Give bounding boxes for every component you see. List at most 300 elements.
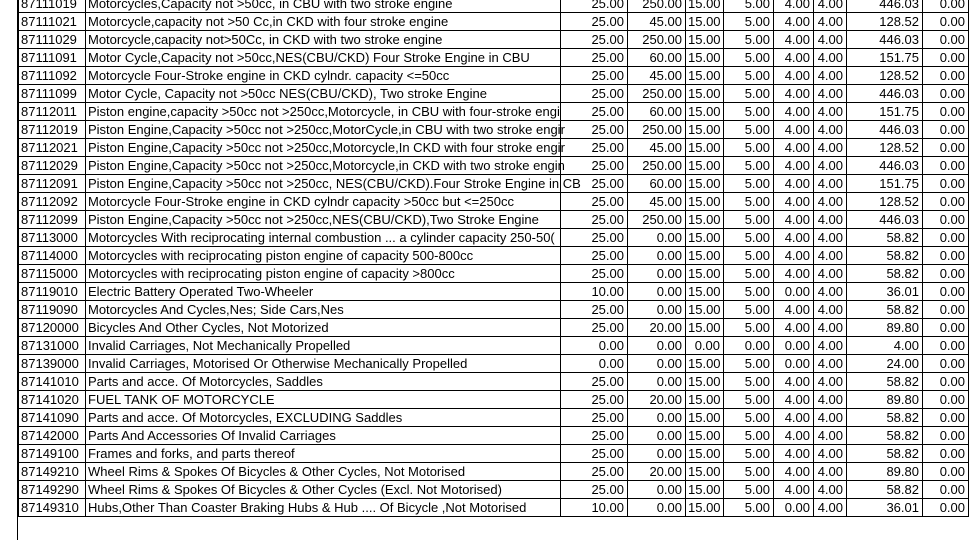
table-row bbox=[19, 427, 969, 445]
value-cell: 45.00 bbox=[628, 67, 686, 85]
table-row bbox=[19, 481, 969, 499]
rate-cell: 0.00 bbox=[774, 355, 814, 373]
table-row bbox=[19, 319, 969, 337]
description-cell: Electric Battery Operated Two-Wheeler bbox=[86, 283, 561, 301]
rate-cell: 0.00 bbox=[923, 0, 969, 13]
description-cell: Piston Engine,Capacity >50cc not >250cc,Motorcycle,In CKD with four stroke engir bbox=[86, 139, 561, 157]
rate-cell: 15.00 bbox=[686, 103, 724, 121]
rate-cell: 4.00 bbox=[814, 265, 847, 283]
rate-cell: 4.00 bbox=[814, 121, 847, 139]
rate-cell: 25.00 bbox=[561, 373, 628, 391]
rate-cell: 5.00 bbox=[724, 211, 774, 229]
rate-cell: 0.00 bbox=[923, 391, 969, 409]
value-cell: 0.00 bbox=[628, 409, 686, 427]
total-cell: 151.75 bbox=[847, 49, 923, 67]
rate-cell: 15.00 bbox=[686, 301, 724, 319]
total-cell: 151.75 bbox=[847, 175, 923, 193]
table-row bbox=[19, 193, 969, 211]
rate-cell: 0.00 bbox=[923, 409, 969, 427]
total-cell: 58.82 bbox=[847, 427, 923, 445]
hs-code-cell: 87141020 bbox=[19, 391, 86, 409]
hs-code-cell: 87131000 bbox=[19, 337, 86, 355]
rate-cell: 0.00 bbox=[923, 157, 969, 175]
hs-code-cell: 87119090 bbox=[19, 301, 86, 319]
rate-cell: 5.00 bbox=[724, 481, 774, 499]
rate-cell: 0.00 bbox=[923, 427, 969, 445]
total-cell: 128.52 bbox=[847, 67, 923, 85]
rate-cell: 4.00 bbox=[774, 427, 814, 445]
table-row bbox=[19, 211, 969, 229]
rate-cell: 15.00 bbox=[686, 157, 724, 175]
description-cell: Piston engine,capacity >50cc not >250cc,Motorcycle, in CBU with four-stroke engi bbox=[86, 103, 561, 121]
table-row bbox=[19, 445, 969, 463]
hs-code-cell: 87112029 bbox=[19, 157, 86, 175]
hs-code-cell: 87139000 bbox=[19, 355, 86, 373]
rate-cell: 15.00 bbox=[686, 13, 724, 31]
hs-code-cell: 87149310 bbox=[19, 499, 86, 517]
table-row bbox=[19, 301, 969, 319]
table-row bbox=[19, 391, 969, 409]
rate-cell: 4.00 bbox=[814, 229, 847, 247]
total-cell: 128.52 bbox=[847, 139, 923, 157]
rate-cell: 4.00 bbox=[814, 337, 847, 355]
hs-code-cell: 87112021 bbox=[19, 139, 86, 157]
hs-code-cell: 87111019 bbox=[19, 0, 86, 13]
description-cell: Motorcycle,capacity not >50 Cc,in CKD with four stroke engine bbox=[86, 13, 561, 31]
hs-code-cell: 87111029 bbox=[19, 31, 86, 49]
rate-cell: 5.00 bbox=[724, 85, 774, 103]
rate-cell: 25.00 bbox=[561, 247, 628, 265]
rate-cell: 0.00 bbox=[923, 283, 969, 301]
rate-cell: 15.00 bbox=[686, 31, 724, 49]
rate-cell: 25.00 bbox=[561, 85, 628, 103]
rate-cell: 0.00 bbox=[774, 337, 814, 355]
rate-cell: 0.00 bbox=[923, 247, 969, 265]
table-row bbox=[19, 31, 969, 49]
rate-cell: 0.00 bbox=[923, 265, 969, 283]
total-cell: 446.03 bbox=[847, 211, 923, 229]
rate-cell: 0.00 bbox=[923, 103, 969, 121]
rate-cell: 15.00 bbox=[686, 121, 724, 139]
value-cell: 60.00 bbox=[628, 175, 686, 193]
total-cell: 446.03 bbox=[847, 85, 923, 103]
table-row bbox=[19, 175, 969, 193]
rate-cell: 4.00 bbox=[774, 463, 814, 481]
total-cell: 58.82 bbox=[847, 265, 923, 283]
rate-cell: 0.00 bbox=[923, 121, 969, 139]
rate-cell: 15.00 bbox=[686, 373, 724, 391]
rate-cell: 0.00 bbox=[923, 301, 969, 319]
rate-cell: 4.00 bbox=[814, 463, 847, 481]
rate-cell: 4.00 bbox=[774, 175, 814, 193]
total-cell: 58.82 bbox=[847, 481, 923, 499]
table-row bbox=[19, 49, 969, 67]
rate-cell: 0.00 bbox=[923, 139, 969, 157]
total-cell: 446.03 bbox=[847, 157, 923, 175]
hs-code-cell: 87142000 bbox=[19, 427, 86, 445]
total-cell: 151.75 bbox=[847, 103, 923, 121]
hs-code-cell: 87115000 bbox=[19, 265, 86, 283]
rate-cell: 5.00 bbox=[724, 283, 774, 301]
rate-cell: 5.00 bbox=[724, 0, 774, 13]
description-cell: Invalid Carriages, Not Mechanically Propelled bbox=[86, 337, 561, 355]
rate-cell: 0.00 bbox=[561, 337, 628, 355]
rate-cell: 15.00 bbox=[686, 283, 724, 301]
table-row bbox=[19, 499, 969, 517]
value-cell: 20.00 bbox=[628, 391, 686, 409]
rate-cell: 25.00 bbox=[561, 67, 628, 85]
value-cell: 45.00 bbox=[628, 139, 686, 157]
rate-cell: 4.00 bbox=[814, 67, 847, 85]
rate-cell: 4.00 bbox=[814, 283, 847, 301]
table-body bbox=[19, 0, 969, 517]
hs-code-cell: 87141090 bbox=[19, 409, 86, 427]
rate-cell: 4.00 bbox=[814, 85, 847, 103]
value-cell: 0.00 bbox=[628, 337, 686, 355]
rate-cell: 4.00 bbox=[774, 121, 814, 139]
rate-cell: 0.00 bbox=[923, 49, 969, 67]
hs-code-cell: 87111091 bbox=[19, 49, 86, 67]
total-cell: 89.80 bbox=[847, 319, 923, 337]
description-cell: Motorcycles with reciprocating piston engine of capacity 500-800cc bbox=[86, 247, 561, 265]
table-row bbox=[19, 85, 969, 103]
rate-cell: 5.00 bbox=[724, 139, 774, 157]
value-cell: 45.00 bbox=[628, 193, 686, 211]
rate-cell: 0.00 bbox=[923, 67, 969, 85]
total-cell: 58.82 bbox=[847, 373, 923, 391]
rate-cell: 15.00 bbox=[686, 463, 724, 481]
rate-cell: 5.00 bbox=[724, 193, 774, 211]
rate-cell: 4.00 bbox=[774, 391, 814, 409]
total-cell: 24.00 bbox=[847, 355, 923, 373]
rate-cell: 0.00 bbox=[774, 283, 814, 301]
table-row bbox=[19, 103, 969, 121]
hs-code-cell: 87141010 bbox=[19, 373, 86, 391]
value-cell: 0.00 bbox=[628, 229, 686, 247]
rate-cell: 15.00 bbox=[686, 67, 724, 85]
table-row bbox=[19, 463, 969, 481]
rate-cell: 15.00 bbox=[686, 355, 724, 373]
rate-cell: 4.00 bbox=[774, 211, 814, 229]
rate-cell: 15.00 bbox=[686, 409, 724, 427]
rate-cell: 25.00 bbox=[561, 463, 628, 481]
rate-cell: 15.00 bbox=[686, 0, 724, 13]
hs-code-cell: 87120000 bbox=[19, 319, 86, 337]
rate-cell: 5.00 bbox=[724, 301, 774, 319]
rate-cell: 15.00 bbox=[686, 499, 724, 517]
value-cell: 60.00 bbox=[628, 103, 686, 121]
value-cell: 20.00 bbox=[628, 463, 686, 481]
rate-cell: 4.00 bbox=[774, 445, 814, 463]
rate-cell: 25.00 bbox=[561, 31, 628, 49]
description-cell: Motorcycles with reciprocating piston engine of capacity >800cc bbox=[86, 265, 561, 283]
total-cell: 36.01 bbox=[847, 499, 923, 517]
rate-cell: 4.00 bbox=[774, 49, 814, 67]
hs-code-cell: 87113000 bbox=[19, 229, 86, 247]
rate-cell: 4.00 bbox=[774, 301, 814, 319]
table-row bbox=[19, 229, 969, 247]
rate-cell: 5.00 bbox=[724, 49, 774, 67]
total-cell: 58.82 bbox=[847, 409, 923, 427]
rate-cell: 25.00 bbox=[561, 319, 628, 337]
rate-cell: 4.00 bbox=[774, 481, 814, 499]
description-cell: Parts and acce. Of Motorcycles, EXCLUDING Saddles bbox=[86, 409, 561, 427]
rate-cell: 15.00 bbox=[686, 481, 724, 499]
rate-cell: 4.00 bbox=[774, 67, 814, 85]
rate-cell: 4.00 bbox=[774, 139, 814, 157]
rate-cell: 25.00 bbox=[561, 139, 628, 157]
rate-cell: 25.00 bbox=[561, 481, 628, 499]
rate-cell: 4.00 bbox=[774, 103, 814, 121]
value-cell: 250.00 bbox=[628, 157, 686, 175]
value-cell: 250.00 bbox=[628, 31, 686, 49]
rate-cell: 25.00 bbox=[561, 445, 628, 463]
rate-cell: 4.00 bbox=[814, 391, 847, 409]
rate-cell: 4.00 bbox=[814, 481, 847, 499]
rate-cell: 25.00 bbox=[561, 175, 628, 193]
tariff-table bbox=[18, 0, 969, 517]
value-cell: 0.00 bbox=[628, 445, 686, 463]
description-cell: Frames and forks, and parts thereof bbox=[86, 445, 561, 463]
rate-cell: 0.00 bbox=[923, 373, 969, 391]
hs-code-cell: 87111092 bbox=[19, 67, 86, 85]
rate-cell: 0.00 bbox=[923, 175, 969, 193]
rate-cell: 5.00 bbox=[724, 445, 774, 463]
table-row bbox=[19, 67, 969, 85]
rate-cell: 0.00 bbox=[923, 481, 969, 499]
rate-cell: 5.00 bbox=[724, 31, 774, 49]
hs-code-cell: 87112019 bbox=[19, 121, 86, 139]
value-cell: 0.00 bbox=[628, 247, 686, 265]
value-cell: 0.00 bbox=[628, 283, 686, 301]
rate-cell: 5.00 bbox=[724, 463, 774, 481]
total-cell: 89.80 bbox=[847, 463, 923, 481]
total-cell: 128.52 bbox=[847, 193, 923, 211]
total-cell: 58.82 bbox=[847, 301, 923, 319]
rate-cell: 15.00 bbox=[686, 139, 724, 157]
rate-cell: 4.00 bbox=[814, 31, 847, 49]
value-cell: 45.00 bbox=[628, 13, 686, 31]
rate-cell: 4.00 bbox=[814, 49, 847, 67]
rate-cell: 15.00 bbox=[686, 193, 724, 211]
rate-cell: 4.00 bbox=[774, 409, 814, 427]
rate-cell: 15.00 bbox=[686, 211, 724, 229]
table-row bbox=[19, 139, 969, 157]
hs-code-cell: 87112092 bbox=[19, 193, 86, 211]
hs-code-cell: 87114000 bbox=[19, 247, 86, 265]
rate-cell: 15.00 bbox=[686, 445, 724, 463]
rate-cell: 4.00 bbox=[814, 247, 847, 265]
hs-code-cell: 87112011 bbox=[19, 103, 86, 121]
rate-cell: 25.00 bbox=[561, 121, 628, 139]
table-row bbox=[19, 373, 969, 391]
hs-code-cell: 87112091 bbox=[19, 175, 86, 193]
rate-cell: 5.00 bbox=[724, 121, 774, 139]
rate-cell: 5.00 bbox=[724, 67, 774, 85]
rate-cell: 5.00 bbox=[724, 355, 774, 373]
description-cell: Motorcycles,Capacity not >50cc, in CBU with two stroke engine bbox=[86, 0, 561, 13]
rate-cell: 0.00 bbox=[923, 13, 969, 31]
rate-cell: 15.00 bbox=[686, 175, 724, 193]
rate-cell: 25.00 bbox=[561, 157, 628, 175]
table-row bbox=[19, 13, 969, 31]
rate-cell: 4.00 bbox=[774, 373, 814, 391]
rate-cell: 5.00 bbox=[724, 319, 774, 337]
rate-cell: 25.00 bbox=[561, 211, 628, 229]
rate-cell: 5.00 bbox=[724, 373, 774, 391]
rate-cell: 5.00 bbox=[724, 103, 774, 121]
rate-cell: 15.00 bbox=[686, 247, 724, 265]
description-cell: Motor Cycle, Capacity not >50cc NES(CBU/CKD), Two stroke Engine bbox=[86, 85, 561, 103]
rate-cell: 4.00 bbox=[814, 445, 847, 463]
rate-cell: 5.00 bbox=[724, 499, 774, 517]
total-cell: 446.03 bbox=[847, 121, 923, 139]
rate-cell: 4.00 bbox=[814, 103, 847, 121]
description-cell: Hubs,Other Than Coaster Braking Hubs & Hub .... Of Bicycle ,Not Motorised bbox=[86, 499, 561, 517]
rate-cell: 10.00 bbox=[561, 499, 628, 517]
rate-cell: 0.00 bbox=[923, 337, 969, 355]
rate-cell: 25.00 bbox=[561, 49, 628, 67]
table-row bbox=[19, 0, 969, 13]
rate-cell: 15.00 bbox=[686, 49, 724, 67]
rate-cell: 4.00 bbox=[814, 373, 847, 391]
rate-cell: 25.00 bbox=[561, 0, 628, 13]
value-cell: 250.00 bbox=[628, 211, 686, 229]
rate-cell: 0.00 bbox=[686, 337, 724, 355]
hs-code-cell: 87112099 bbox=[19, 211, 86, 229]
rate-cell: 4.00 bbox=[774, 229, 814, 247]
rate-cell: 4.00 bbox=[814, 193, 847, 211]
rate-cell: 0.00 bbox=[923, 31, 969, 49]
total-cell: 58.82 bbox=[847, 229, 923, 247]
description-cell: FUEL TANK OF MOTORCYCLE bbox=[86, 391, 561, 409]
rate-cell: 15.00 bbox=[686, 319, 724, 337]
rate-cell: 25.00 bbox=[561, 427, 628, 445]
rate-cell: 15.00 bbox=[686, 391, 724, 409]
rate-cell: 4.00 bbox=[814, 175, 847, 193]
rate-cell: 0.00 bbox=[923, 85, 969, 103]
description-cell: Piston Engine,Capacity >50cc not >250cc,NES(CBU/CKD),Two Stroke Engine bbox=[86, 211, 561, 229]
description-cell: Bicycles And Other Cycles, Not Motorized bbox=[86, 319, 561, 337]
rate-cell: 4.00 bbox=[774, 247, 814, 265]
rate-cell: 0.00 bbox=[923, 193, 969, 211]
rate-cell: 4.00 bbox=[814, 0, 847, 13]
rate-cell: 5.00 bbox=[724, 265, 774, 283]
rate-cell: 5.00 bbox=[724, 175, 774, 193]
value-cell: 0.00 bbox=[628, 499, 686, 517]
rate-cell: 4.00 bbox=[814, 319, 847, 337]
rate-cell: 4.00 bbox=[774, 265, 814, 283]
total-cell: 446.03 bbox=[847, 31, 923, 49]
hs-code-cell: 87149210 bbox=[19, 463, 86, 481]
value-cell: 250.00 bbox=[628, 121, 686, 139]
description-cell: Wheel Rims & Spokes Of Bicycles & Other Cycles (Excl. Not Motorised) bbox=[86, 481, 561, 499]
value-cell: 0.00 bbox=[628, 355, 686, 373]
description-cell: Wheel Rims & Spokes Of Bicycles & Other Cycles, Not Motorised bbox=[86, 463, 561, 481]
rate-cell: 5.00 bbox=[724, 229, 774, 247]
rate-cell: 5.00 bbox=[724, 409, 774, 427]
rate-cell: 0.00 bbox=[774, 499, 814, 517]
rate-cell: 4.00 bbox=[774, 157, 814, 175]
table-row bbox=[19, 283, 969, 301]
description-cell: Parts And Accessories Of Invalid Carriages bbox=[86, 427, 561, 445]
value-cell: 250.00 bbox=[628, 0, 686, 13]
rate-cell: 4.00 bbox=[814, 139, 847, 157]
rate-cell: 25.00 bbox=[561, 409, 628, 427]
value-cell: 0.00 bbox=[628, 265, 686, 283]
rate-cell: 4.00 bbox=[774, 319, 814, 337]
rate-cell: 4.00 bbox=[774, 193, 814, 211]
value-cell: 60.00 bbox=[628, 49, 686, 67]
rate-cell: 5.00 bbox=[724, 427, 774, 445]
rate-cell: 25.00 bbox=[561, 391, 628, 409]
table-row bbox=[19, 157, 969, 175]
rate-cell: 0.00 bbox=[923, 211, 969, 229]
value-cell: 0.00 bbox=[628, 301, 686, 319]
rate-cell: 5.00 bbox=[724, 391, 774, 409]
description-cell: Piston Engine,Capacity >50cc not >250cc,Motorcycle,in CKD with two stroke engin bbox=[86, 157, 561, 175]
table-row bbox=[19, 121, 969, 139]
total-cell: 446.03 bbox=[847, 0, 923, 13]
hs-code-cell: 87149290 bbox=[19, 481, 86, 499]
rate-cell: 0.00 bbox=[923, 499, 969, 517]
description-cell: Motorcycles With reciprocating internal combustion ... a cylinder capacity 250-50( bbox=[86, 229, 561, 247]
rate-cell: 10.00 bbox=[561, 283, 628, 301]
table-row bbox=[19, 337, 969, 355]
rate-cell: 4.00 bbox=[774, 13, 814, 31]
total-cell: 58.82 bbox=[847, 445, 923, 463]
rate-cell: 15.00 bbox=[686, 265, 724, 283]
rate-cell: 4.00 bbox=[774, 31, 814, 49]
rate-cell: 25.00 bbox=[561, 13, 628, 31]
rate-cell: 15.00 bbox=[686, 427, 724, 445]
rate-cell: 5.00 bbox=[724, 13, 774, 31]
rate-cell: 25.00 bbox=[561, 103, 628, 121]
description-cell: Motor Cycle,Capacity not >50cc,NES(CBU/CKD) Four Stroke Engine in CBU bbox=[86, 49, 561, 67]
description-cell: Piston Engine,Capacity >50cc not >250cc, NES(CBU/CKD).Four Stroke Engine in CB bbox=[86, 175, 561, 193]
hs-code-cell: 87119010 bbox=[19, 283, 86, 301]
rate-cell: 0.00 bbox=[923, 463, 969, 481]
value-cell: 0.00 bbox=[628, 481, 686, 499]
description-cell: Motorcycle Four-Stroke engine in CKD cylndr capacity >50cc but <=250cc bbox=[86, 193, 561, 211]
table-row bbox=[19, 355, 969, 373]
rate-cell: 4.00 bbox=[814, 409, 847, 427]
description-cell: Invalid Carriages, Motorised Or Otherwise Mechanically Propelled bbox=[86, 355, 561, 373]
rate-cell: 0.00 bbox=[923, 355, 969, 373]
table-row bbox=[19, 265, 969, 283]
value-cell: 0.00 bbox=[628, 427, 686, 445]
value-cell: 250.00 bbox=[628, 85, 686, 103]
table-row bbox=[19, 247, 969, 265]
rate-cell: 0.00 bbox=[724, 337, 774, 355]
rate-cell: 4.00 bbox=[814, 355, 847, 373]
total-cell: 89.80 bbox=[847, 391, 923, 409]
rate-cell: 4.00 bbox=[814, 301, 847, 319]
rate-cell: 5.00 bbox=[724, 157, 774, 175]
value-cell: 0.00 bbox=[628, 373, 686, 391]
rate-cell: 0.00 bbox=[923, 229, 969, 247]
rate-cell: 0.00 bbox=[923, 319, 969, 337]
rate-cell: 25.00 bbox=[561, 229, 628, 247]
total-cell: 58.82 bbox=[847, 247, 923, 265]
rate-cell: 0.00 bbox=[923, 445, 969, 463]
description-cell: Piston Engine,Capacity >50cc not >250cc,MotorCycle,in CBU with two stroke engir bbox=[86, 121, 561, 139]
rate-cell: 0.00 bbox=[561, 355, 628, 373]
hs-code-cell: 87149100 bbox=[19, 445, 86, 463]
rate-cell: 25.00 bbox=[561, 301, 628, 319]
rate-cell: 25.00 bbox=[561, 193, 628, 211]
rate-cell: 4.00 bbox=[814, 499, 847, 517]
